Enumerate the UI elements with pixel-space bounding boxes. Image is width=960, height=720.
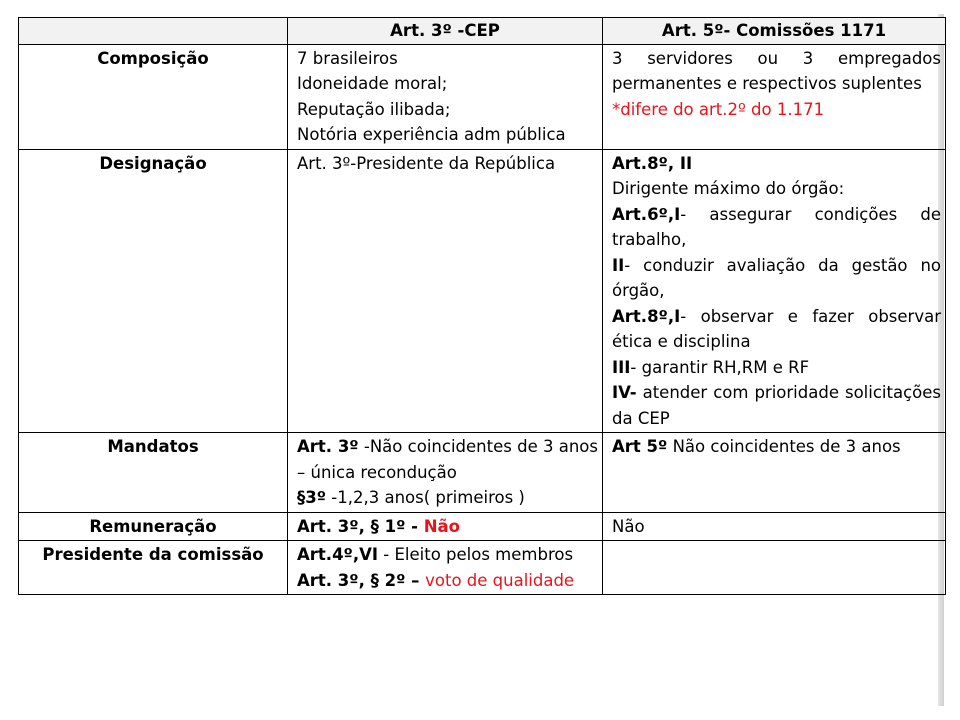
designacao-item3-text: - observar e fazer observar ética e disciplina <box>612 306 941 351</box>
cep-composicao-line-1: 7 brasileiros <box>297 48 398 68</box>
comissoes-composicao-text: 3 servidores ou 3 empregados permanentes e respectivos suplentes <box>612 48 941 93</box>
label-composicao: Composição <box>19 44 288 149</box>
label-remuneracao: Remuneração <box>19 512 288 541</box>
label-mandatos: Mandatos <box>19 433 288 513</box>
presidente-cep-text: - Eleito pelos membros <box>378 545 574 564</box>
row-remuneracao <box>19 512 946 541</box>
row-composicao <box>19 44 946 149</box>
mandatos-cep-text2: -1,2,3 anos( primeiros ) <box>326 488 525 507</box>
comissoes-designacao <box>603 149 946 433</box>
comissoes-presidente <box>603 541 946 595</box>
designacao-item4-ref: III <box>612 357 631 377</box>
designacao-item4-text: - garantir RH,RM e RF <box>630 357 810 377</box>
cep-remuneracao <box>288 512 603 541</box>
mandatos-comissoes-ref: Art 5º <box>612 437 668 456</box>
comissoes-remuneracao: Não <box>603 512 946 541</box>
cep-composicao-line-2: Idoneidade moral; <box>297 74 448 93</box>
cep-designacao: Art. 3º-Presidente da República <box>288 149 603 433</box>
cep-presidente <box>288 541 603 595</box>
designacao-ref: Art.8º, II <box>612 153 693 173</box>
presidente-cep-text2: voto de qualidade <box>425 570 575 590</box>
designacao-item5-ref: IV- <box>612 383 637 402</box>
cep-mandatos <box>288 433 603 513</box>
header-row <box>19 18 946 45</box>
presidente-cep-ref2: Art. 3º, § 2º – <box>297 570 426 590</box>
label-designacao: Designação <box>19 149 288 433</box>
remuneracao-cep-value: Não <box>423 516 461 536</box>
mandatos-cep-ref: Art. 3º <box>297 437 359 456</box>
row-designacao <box>19 149 946 433</box>
cep-composicao <box>288 44 603 149</box>
header-comissoes: Art. 5º- Comissões 1171 <box>603 18 946 45</box>
cep-composicao-line-3: Reputação ilibada; <box>297 99 451 119</box>
mandatos-comissoes-text: Não coincidentes de 3 anos <box>667 437 901 456</box>
comparison-table <box>18 17 946 595</box>
row-presidente <box>19 541 946 595</box>
comissoes-mandatos <box>603 433 946 513</box>
header-cep: Art. 3º -CEP <box>288 18 603 45</box>
designacao-item2-text: - conduzir avaliação da gestão no órgão, <box>612 255 941 300</box>
header-corner-cell <box>19 18 288 45</box>
designacao-item5-text: atender com prioridade solicitações da CEP <box>612 383 941 428</box>
mandatos-cep-ref2: §3º <box>297 488 327 507</box>
cep-composicao-line-4: Notória experiência adm pública <box>297 125 566 144</box>
designacao-item2-ref: II <box>612 255 625 275</box>
remuneracao-cep-ref: Art. 3º, § 1º - <box>297 516 424 536</box>
comissoes-composicao <box>603 44 946 149</box>
designacao-intro: Dirigente máximo do órgão: <box>612 179 845 198</box>
mandatos-cep-text: -Não coincidentes de 3 anos – única recondução <box>297 437 599 482</box>
presidente-cep-ref: Art.4º,VI <box>297 545 379 564</box>
designacao-item3-ref: Art.8º,I <box>612 306 681 326</box>
row-mandatos <box>19 433 946 513</box>
comissoes-composicao-note: *difere do art.2º do 1.171 <box>612 99 825 119</box>
label-presidente: Presidente da comissão <box>19 541 288 595</box>
designacao-item1-text: - assegurar condições de trabalho, <box>612 204 941 249</box>
designacao-item1-ref: Art.6º,I <box>612 204 681 224</box>
